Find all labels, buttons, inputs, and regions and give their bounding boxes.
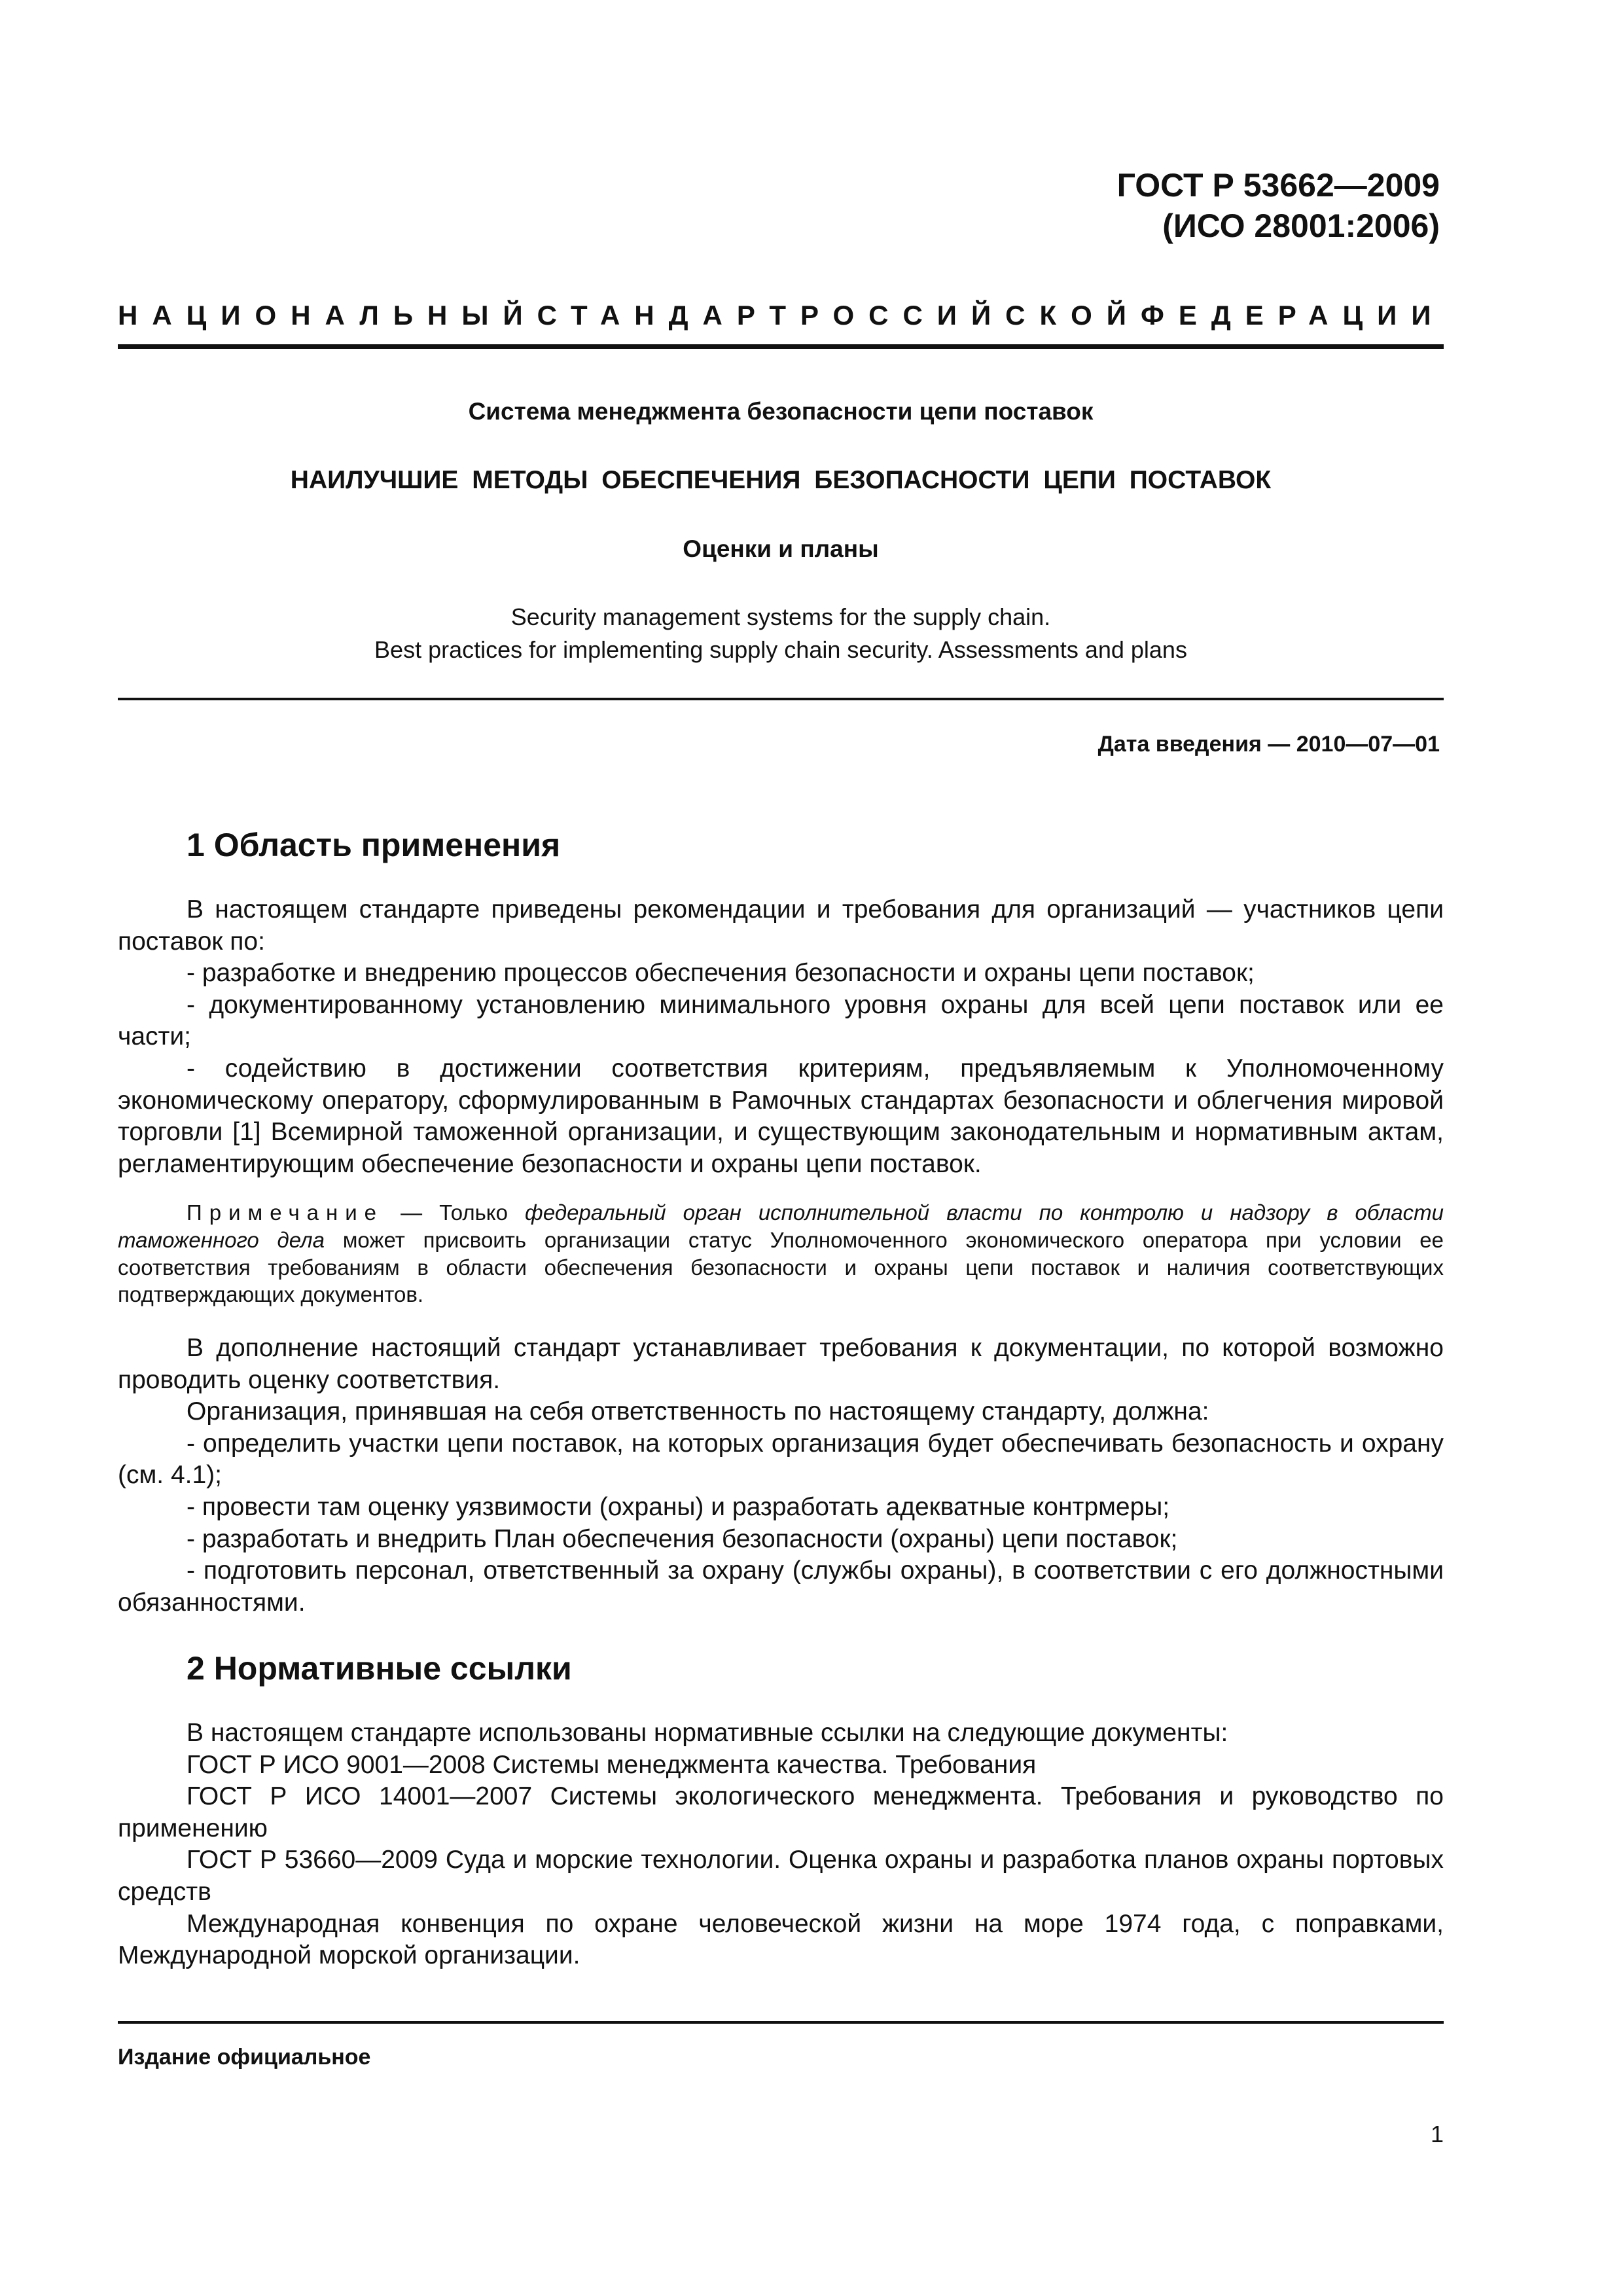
banner-word: РОССИЙСКОЙ <box>800 300 1141 331</box>
list-item: - содействию в достижении соответствия критериям, предъявляемым к Уполномоченному экономическому оператору, сформулированным в Рамочных стандартах безопасности и облегчения мировой торговли [1] Всемирной таможенной организации, и существующим законодательным и нормативным актам, регламентирующим обеспечение безопасности и охраны цепи поставок. <box>118 1054 1444 1178</box>
reference-item: ГОСТ Р 53660—2009 Суда и морские технологии. Оценка охраны и разработка планов охраны портовых средств <box>118 1846 1444 1906</box>
edition-label: Издание официальное <box>118 2045 371 2070</box>
title-system: Система менеджмента безопасности цепи поставок <box>468 398 1094 425</box>
iso-number: (ИСО 28001:2006) <box>1162 207 1440 244</box>
section-2-body <box>118 1717 1444 1972</box>
section-1-body-cont <box>118 1333 1444 1619</box>
header-rule <box>118 344 1444 349</box>
list-item: - документированному установлению минимального уровня охраны для всей цепи поставок или ее части; <box>118 990 1444 1051</box>
reference-item: ГОСТ Р ИСО 9001—2008 Системы менеджмента качества. Требования <box>187 1750 1037 1779</box>
note-label: Примечание <box>187 1200 384 1225</box>
title-rule <box>118 698 1444 700</box>
list-item: - подготовить персонал, ответственный за охрану (службы охраны), в соответствии с его должностными обязанностями. <box>118 1556 1444 1617</box>
section-1-body <box>118 894 1444 1180</box>
list-item: - разработать и внедрить План обеспечения безопасности (охраны) цепи поставок; <box>187 1524 1178 1553</box>
banner-word: НАЦИОНАЛЬНЫЙ <box>118 300 537 331</box>
note-paragraph <box>118 1199 1444 1308</box>
paragraph: В настоящем стандарте приведены рекомендации и требования для организаций — участников цепи поставок по: <box>118 895 1444 956</box>
section-1-heading: 1 Область применения <box>187 827 561 863</box>
note-text: может присвоить организации статус Уполномоченного экономического оператора при условии ее соответствия требованиям в области обеспечения безопасности и охраны цепи поставок и наличия соответствующих подтверждающих документов. <box>118 1227 1444 1307</box>
reference-item: Международная конвенция по охране человеческой жизни на море 1974 года, с поправками, Международной морской организации. <box>118 1909 1444 1970</box>
banner-word: СТАНДАРТ <box>537 300 800 331</box>
list-item: - разработке и внедрению процессов обеспечения безопасности и охраны цепи поставок; <box>187 959 1255 988</box>
paragraph: В дополнение настоящий стандарт устанавливает требования к документации, по которой возможно проводить оценку соответствия. <box>118 1334 1444 1394</box>
reference-item: ГОСТ Р ИСО 14001—2007 Системы экологического менеджмента. Требования и руководство по применению <box>118 1782 1444 1842</box>
standard-number: ГОСТ Р 53662—2009 <box>1116 167 1440 204</box>
note-dash: — Только <box>383 1200 525 1225</box>
footer-rule <box>118 2021 1444 2024</box>
paragraph: В настоящем стандарте использованы нормативные ссылки на следующие документы: <box>187 1719 1228 1747</box>
national-standard-banner <box>118 300 1444 331</box>
note-block <box>118 1199 1444 1308</box>
paragraph: Организация, принявшая на себя ответственность по настоящему стандарту, должна: <box>187 1397 1209 1426</box>
title-part: Оценки и планы <box>683 535 879 562</box>
title-main: НАИЛУЧШИЕ МЕТОДЫ ОБЕСПЕЧЕНИЯ БЕЗОПАСНОСТИ ЦЕПИ ПОСТАВОК <box>290 466 1272 494</box>
note-italic: федеральный орган исполнительной власти по контролю и надзору в области таможенного дела <box>118 1200 1444 1252</box>
section-2-heading: 2 Нормативные ссылки <box>187 1650 572 1687</box>
banner-word: ФЕДЕРАЦИИ <box>1141 300 1446 331</box>
title-english-line2: Best practices for implementing supply chain security. Assessments and plans <box>374 636 1187 663</box>
list-item: - провести там оценку уязвимости (охраны) и разработать адекватные контрмеры; <box>187 1492 1170 1521</box>
title-english-line1: Security management systems for the supply chain. <box>510 603 1051 630</box>
page-number: 1 <box>1430 2121 1444 2147</box>
introduction-date: Дата введения — 2010—07—01 <box>1097 732 1440 757</box>
list-item: - определить участки цепи поставок, на которых организация будет обеспечивать безопасность и охрану (см. 4.1); <box>118 1429 1444 1490</box>
